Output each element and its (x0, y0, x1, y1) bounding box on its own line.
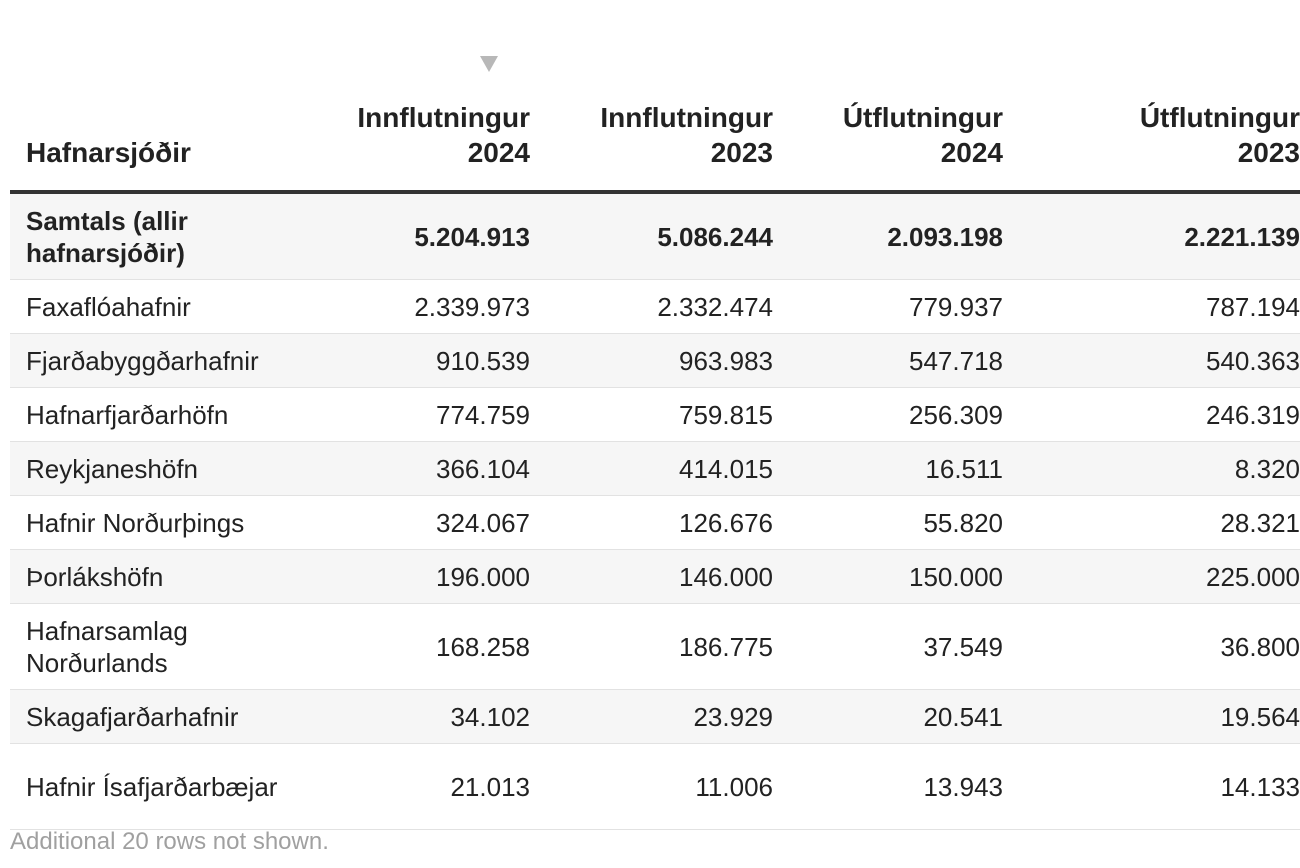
column-header-year: 2023 (1237, 137, 1300, 168)
cell-value: 150.000 (773, 550, 1003, 604)
cell-value: 13.943 (773, 744, 1003, 830)
table-row (10, 550, 1300, 604)
cell-value: 8.320 (1003, 442, 1300, 496)
cell-value: 774.759 (300, 388, 530, 442)
table-row (10, 604, 1300, 690)
cell-value: 146.000 (530, 550, 773, 604)
column-header-label: Innflutningur (600, 102, 773, 133)
table-footnote: Additional 20 rows not shown. (10, 828, 329, 855)
table-row-total (10, 192, 1300, 280)
row-label: Faxaflóahafnir (10, 280, 300, 334)
column-header-innflutningur-2023[interactable] (530, 40, 773, 192)
cell-value: 186.775 (530, 604, 773, 690)
column-header-innflutningur-2024[interactable] (300, 40, 530, 192)
column-header-label: Útflutningur (842, 102, 1003, 133)
header-row (10, 40, 1300, 192)
cell-value: 414.015 (530, 442, 773, 496)
column-header-label: Útflutningur (1139, 102, 1300, 133)
column-header-utflutningur-2024[interactable] (773, 40, 1003, 192)
cell-value: 2.332.474 (530, 280, 773, 334)
cell-value: 23.929 (530, 690, 773, 744)
row-label: Skagafjarðarhafnir (10, 690, 300, 744)
column-header-label: Innflutningur (357, 102, 530, 133)
row-label: Hafnarfjarðarhöfn (10, 388, 300, 442)
table-row (10, 744, 1300, 830)
cell-value: 910.539 (300, 334, 530, 388)
data-table (10, 40, 1300, 830)
table-row (10, 690, 1300, 744)
cell-value: 366.104 (300, 442, 530, 496)
cell-value: 5.086.244 (530, 192, 773, 280)
cell-value: 2.339.973 (300, 280, 530, 334)
row-label: Samtals (allir hafnarsjóðir) (10, 192, 300, 280)
cell-value: 787.194 (1003, 280, 1300, 334)
table-row (10, 442, 1300, 496)
table-row (10, 334, 1300, 388)
cell-value: 168.258 (300, 604, 530, 690)
column-header-utflutningur-2023[interactable] (1003, 40, 1300, 192)
cell-value: 2.221.139 (1003, 192, 1300, 280)
cell-value: 14.133 (1003, 744, 1300, 830)
table-row (10, 280, 1300, 334)
cell-value: 256.309 (773, 388, 1003, 442)
column-header-hafnarsjodir[interactable] (10, 40, 300, 192)
row-label: Þorlákshöfn (10, 550, 300, 604)
cell-value: 20.541 (773, 690, 1003, 744)
cell-value: 225.000 (1003, 550, 1300, 604)
cell-value: 5.204.913 (300, 192, 530, 280)
sort-descending-icon[interactable] (480, 56, 498, 72)
column-header-year: 2024 (940, 137, 1003, 168)
cell-value: 963.983 (530, 334, 773, 388)
table-row (10, 496, 1300, 550)
table-body (10, 192, 1300, 830)
cell-value: 759.815 (530, 388, 773, 442)
cell-value: 36.800 (1003, 604, 1300, 690)
cell-value: 246.319 (1003, 388, 1300, 442)
cell-value: 324.067 (300, 496, 530, 550)
cell-value: 16.511 (773, 442, 1003, 496)
cell-value: 19.564 (1003, 690, 1300, 744)
row-label: Reykjaneshöfn (10, 442, 300, 496)
row-label: Fjarðabyggðarhafnir (10, 334, 300, 388)
cell-value: 37.549 (773, 604, 1003, 690)
row-label: Hafnir Ísafjarðarbæjar (10, 744, 300, 830)
cell-value: 540.363 (1003, 334, 1300, 388)
column-header-year: 2023 (710, 137, 773, 168)
cell-value: 547.718 (773, 334, 1003, 388)
row-label: Hafnir Norðurþings (10, 496, 300, 550)
cell-value: 28.321 (1003, 496, 1300, 550)
column-header-year: 2024 (467, 137, 530, 168)
row-label: Hafnarsamlag Norðurlands (10, 604, 300, 690)
cell-value: 34.102 (300, 690, 530, 744)
cell-value: 126.676 (530, 496, 773, 550)
cell-value: 55.820 (773, 496, 1003, 550)
cell-value: 21.013 (300, 744, 530, 830)
cell-value: 779.937 (773, 280, 1003, 334)
column-header-label: Hafnarsjóðir (26, 137, 191, 168)
cell-value: 2.093.198 (773, 192, 1003, 280)
cell-value: 196.000 (300, 550, 530, 604)
table-row (10, 388, 1300, 442)
cell-value: 11.006 (530, 744, 773, 830)
